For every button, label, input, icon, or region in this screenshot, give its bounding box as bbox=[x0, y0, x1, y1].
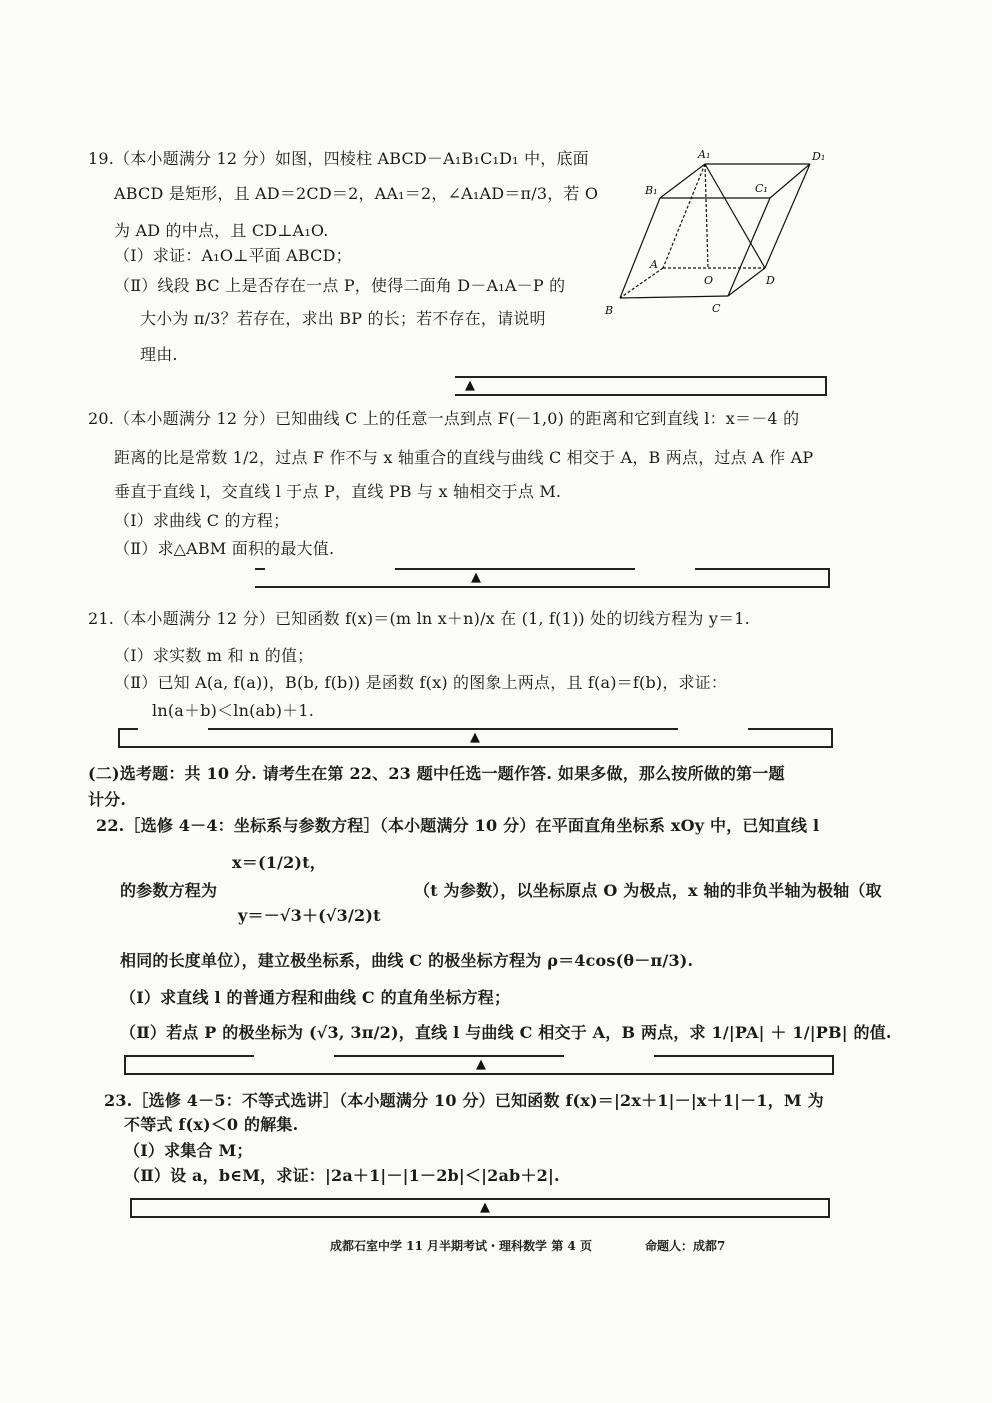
page-footer: 成都石室中学 11 月半期考试・理科数学 第 4 页 bbox=[330, 1239, 592, 1253]
q20-part-2: （Ⅱ）求△ABM 面积的最大值. bbox=[114, 539, 335, 558]
q23-part-1: （Ⅰ）求集合 M； bbox=[124, 1141, 253, 1160]
answer-marker: ▲ bbox=[476, 1057, 486, 1072]
q19-line-3: 为 AD 的中点，且 CD⊥A₁O. bbox=[114, 221, 329, 240]
label-c: C bbox=[712, 302, 721, 315]
answer-marker: ▲ bbox=[471, 570, 481, 585]
answer-area-20[interactable] bbox=[255, 568, 830, 588]
q19-part-2: （Ⅱ）线段 BC 上是否存在一点 P，使得二面角 D－A₁A－P 的 bbox=[114, 276, 566, 295]
q19-part-1: （Ⅰ）求证：A₁O⊥平面 ABCD； bbox=[114, 246, 352, 265]
q21-line-1: 21.（本小题满分 12 分）已知函数 f(x)＝(m ln x＋n)/x 在 (1, f(1)) 处的切线方程为 y＝1. bbox=[88, 609, 750, 628]
q22-part-1: （Ⅰ）求直线 l 的普通方程和曲线 C 的直角坐标方程； bbox=[120, 988, 511, 1007]
label-a: A bbox=[650, 258, 658, 271]
label-o: O bbox=[704, 274, 714, 287]
q22-param-x: x＝(1/2)t， bbox=[232, 853, 326, 872]
q22-line-2: （t 为参数），以坐标原点 O 为极点，x 轴的非负半轴为极轴（取 bbox=[414, 881, 882, 900]
q20-part-1: （Ⅰ）求曲线 C 的方程； bbox=[114, 511, 290, 530]
q23-line-1: 23.［选修 4－5：不等式选讲］（本小题满分 10 分）已知函数 f(x)＝|2x＋1|－|x＋1|－1，M 为 bbox=[104, 1091, 824, 1110]
answer-marker: ▲ bbox=[470, 730, 480, 745]
q22-param-label: 的参数方程为 bbox=[120, 881, 218, 900]
label-d: D bbox=[766, 274, 775, 287]
answer-marker: ▲ bbox=[465, 378, 475, 393]
label-d1: D₁ bbox=[812, 150, 826, 163]
q23-part-2: （Ⅱ）设 a，b∈M，求证：|2a＋1|－|1－2b|＜|2ab＋2|. bbox=[124, 1166, 560, 1185]
answer-area-22[interactable] bbox=[124, 1055, 834, 1075]
q21-part-1: （Ⅰ）求实数 m 和 n 的值； bbox=[114, 646, 314, 665]
q22-line-3: 相同的长度单位），建立极坐标系，曲线 C 的极坐标方程为 ρ＝4cos(θ－π/3). bbox=[120, 951, 694, 970]
label-c1: C₁ bbox=[755, 182, 768, 195]
q20-line-2: 距离的比是常数 1/2，过点 F 作不与 x 轴重合的直线与曲线 C 相交于 A，B 两点，过点 A 作 AP bbox=[114, 448, 814, 467]
q22-param-y: y＝－√3＋(√3/2)t bbox=[238, 906, 381, 925]
answer-marker: ▲ bbox=[480, 1200, 490, 1215]
label-b: B bbox=[605, 304, 614, 316]
footer-author: 命题人：成都7 bbox=[645, 1239, 726, 1253]
prism-figure bbox=[600, 146, 840, 316]
optional-heading-2: 计分. bbox=[88, 790, 127, 809]
q20-line-3: 垂直于直线 l，交直线 l 于点 P，直线 PB 与 x 轴相交于点 M. bbox=[114, 482, 562, 501]
q20-line-1: 20.（本小题满分 12 分）已知曲线 C 上的任意一点到点 F(－1,0) 的距离和它到直线 l：x＝－4 的 bbox=[88, 409, 800, 428]
q19-line-7: 理由. bbox=[140, 345, 178, 364]
q21-part-2: （Ⅱ）已知 A(a, f(a))，B(b, f(b)) 是函数 f(x) 的图象上两点，且 f(a)＝f(b)，求证： bbox=[114, 673, 728, 692]
label-b1: B₁ bbox=[645, 184, 658, 197]
q19-line-1: 19.（本小题满分 12 分）如图，四棱柱 ABCD－A₁B₁C₁D₁ 中，底面 bbox=[88, 149, 589, 168]
answer-area-23[interactable] bbox=[130, 1198, 830, 1218]
optional-heading: (二)选考题：共 10 分. 请考生在第 22、23 题中任选一题作答. 如果多做，那么按所做的第一题 bbox=[88, 764, 785, 783]
q22-line-1: 22.［选修 4－4：坐标系与参数方程］（本小题满分 10 分）在平面直角坐标系 xOy 中，已知直线 l bbox=[96, 816, 820, 835]
q22-part-2: （Ⅱ）若点 P 的极坐标为 (√3, 3π/2)，直线 l 与曲线 C 相交于 A，B 两点，求 1/|PA| ＋ 1/|PB| 的值. bbox=[120, 1023, 892, 1042]
q23-line-2: 不等式 f(x)＜0 的解集. bbox=[124, 1115, 299, 1134]
q19-line-6: 大小为 π/3？若存在，求出 BP 的长；若不存在，请说明 bbox=[140, 309, 546, 328]
answer-area-19[interactable] bbox=[455, 376, 827, 396]
label-a1: A₁ bbox=[698, 148, 711, 161]
answer-area-21[interactable] bbox=[118, 728, 833, 748]
q19-line-2: ABCD 是矩形，且 AD＝2CD＝2，AA₁＝2，∠A₁AD＝π/3，若 O bbox=[114, 184, 599, 203]
q21-line-4: ln(a＋b)＜ln(ab)＋1. bbox=[152, 701, 315, 720]
